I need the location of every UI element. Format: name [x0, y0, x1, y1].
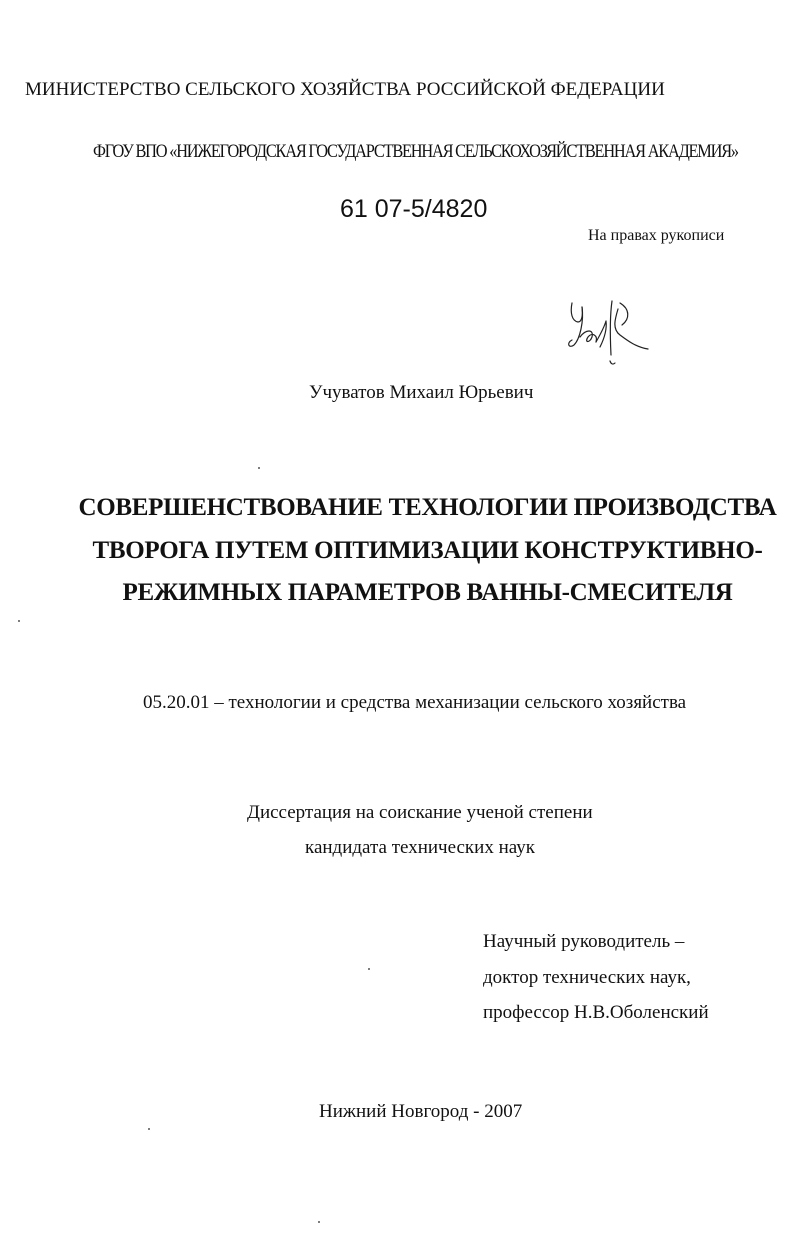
archive-number: 61 07-5/4820 — [340, 195, 488, 223]
degree-line-1: Диссертация на соискание ученой степени — [247, 802, 593, 823]
author-name: Учуватов Михаил Юрьевич — [309, 382, 534, 403]
ministry-name: МИНИСТЕРСТВО СЕЛЬСКОГО ХОЗЯЙСТВА РОССИЙСКОЙ ФЕДЕРАЦИИ — [25, 79, 665, 100]
scan-speck — [318, 1221, 320, 1223]
specialty-code: 05.20.01 – технологии и средства механизации сельского хозяйства — [143, 692, 687, 713]
city-and-year: Нижний Новгород - 2007 — [319, 1101, 523, 1122]
scan-speck — [258, 467, 260, 469]
handwritten-signature — [560, 295, 660, 370]
supervisor-line-1: Научный руководитель – — [483, 931, 685, 952]
dissertation-title-line-1: СОВЕРШЕНСТВОВАНИЕ ТЕХНОЛОГИИ ПРОИЗВОДСТВА — [78, 494, 777, 521]
scan-speck — [148, 1128, 150, 1130]
dissertation-title-line-2: ТВОРОГА ПУТЕМ ОПТИМИЗАЦИИ КОНСТРУКТИВНО- — [92, 537, 763, 564]
supervisor-line-2: доктор технических наук, — [483, 967, 691, 988]
supervisor-line-3: профессор Н.В.Оболенский — [483, 1002, 709, 1023]
rights-note: На правах рукописи — [588, 227, 725, 244]
scan-speck — [18, 620, 20, 622]
dissertation-title-line-3: РЕЖИМНЫХ ПАРАМЕТРОВ ВАННЫ-СМЕСИТЕЛЯ — [122, 579, 733, 606]
degree-line-2: кандидата технических наук — [305, 837, 535, 858]
scan-speck — [368, 968, 370, 970]
academy-name: ФГОУ ВПО «НИЖЕГОРОДСКАЯ ГОСУДАРСТВЕННАЯ СЕЛЬСКОХОЗЯЙСТВЕННАЯ АКАДЕМИЯ» — [93, 141, 738, 162]
